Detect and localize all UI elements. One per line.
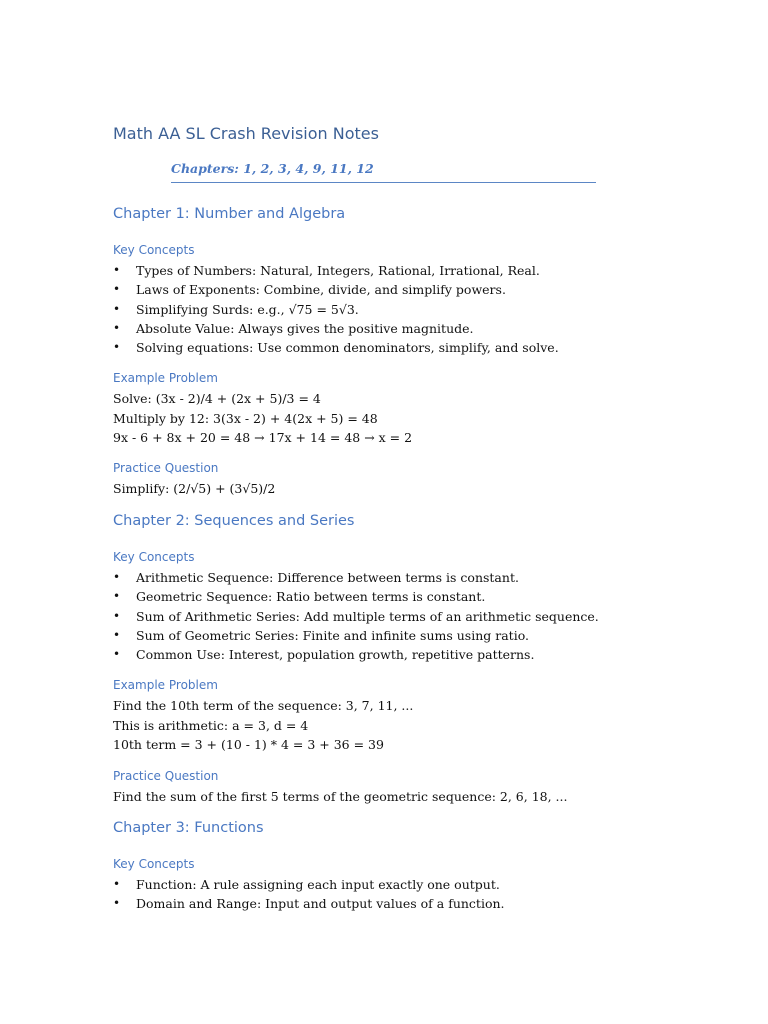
chapter-2-heading: Chapter 2: Sequences and Series <box>113 513 355 529</box>
example-line: 9x - 6 + 8x + 20 = 48 → 17x + 14 = 48 → x = 2 <box>113 430 413 445</box>
example-line: 10th term = 3 + (10 - 1) * 4 = 3 + 36 = 39 <box>113 737 384 752</box>
list-item: • Absolute Value: Always gives the positive magnitude. <box>113 320 474 336</box>
chapter-1-practice-heading: Practice Question <box>113 461 219 475</box>
chapter-3-key-concepts-list <box>113 875 505 914</box>
chapter-3-key-concepts-heading: Key Concepts <box>113 857 195 871</box>
chapter-1-example-text <box>113 389 412 448</box>
chapter-3-heading: Chapter 3: Functions <box>113 820 264 836</box>
document-title: Math AA SL Crash Revision Notes <box>113 124 379 143</box>
example-line: Solve: (3x - 2)/4 + (2x + 5)/3 = 4 <box>113 391 321 406</box>
chapter-2-practice-heading: Practice Question <box>113 769 219 783</box>
bullet-icon: • <box>113 263 121 277</box>
bullet-icon: • <box>113 589 121 604</box>
list-item: • Simplifying Surds: e.g., √75 = 5√3. <box>113 301 359 317</box>
chapter-2-example-heading: Example Problem <box>113 678 218 692</box>
bullet-icon: • <box>113 647 121 661</box>
bullet-icon: • <box>113 627 121 642</box>
list-item: • Domain and Range: Input and output values of a function. <box>113 896 505 912</box>
bullet-icon: • <box>113 570 121 584</box>
list-item: • Types of Numbers: Natural, Integers, Rational, Irrational, Real. <box>113 263 540 278</box>
example-line: Find the 10th term of the sequence: 3, 7, 11, ... <box>113 698 414 713</box>
subtitle-block <box>171 161 596 183</box>
bullet-icon: • <box>113 877 121 891</box>
bullet-icon: • <box>113 301 121 316</box>
example-line: This is arithmetic: a = 3, d = 4 <box>113 717 309 733</box>
list-item: • Solving equations: Use common denominators, simplify, and solve. <box>113 340 559 355</box>
list-item: • Common Use: Interest, population growth, repetitive patterns. <box>113 647 535 662</box>
chapter-1-practice-text <box>113 479 275 499</box>
practice-line: Simplify: (2/√5) + (3√5)/2 <box>113 481 276 496</box>
chapter-2-example-text <box>113 696 413 755</box>
list-item: • Arithmetic Sequence: Difference between terms is constant. <box>113 570 519 585</box>
example-line: Multiply by 12: 3(3x - 2) + 4(2x + 5) = 48 <box>113 410 378 426</box>
bullet-icon: • <box>113 896 121 911</box>
chapter-2-practice-text <box>113 787 567 807</box>
chapter-1-heading: Chapter 1: Number and Algebra <box>113 206 346 222</box>
chapter-1-example-heading: Example Problem <box>113 371 218 385</box>
practice-line: Find the sum of the first 5 terms of the geometric sequence: 2, 6, 18, ... <box>113 789 568 804</box>
list-item: • Function: A rule assigning each input exactly one output. <box>113 877 500 892</box>
bullet-icon: • <box>113 340 121 354</box>
bullet-icon: • <box>113 282 121 297</box>
chapter-1-key-concepts-heading: Key Concepts <box>113 243 195 257</box>
list-item: • Laws of Exponents: Combine, divide, and simplify powers. <box>113 282 506 298</box>
chapter-2-key-concepts-heading: Key Concepts <box>113 550 195 564</box>
bullet-icon: • <box>113 320 121 335</box>
list-item: • Sum of Arithmetic Series: Add multiple terms of an arithmetic sequence. <box>113 608 599 624</box>
list-item: • Sum of Geometric Series: Finite and infinite sums using ratio. <box>113 627 529 643</box>
chapter-2-key-concepts-list <box>113 568 599 664</box>
chapter-1-key-concepts-list <box>113 261 559 357</box>
bullet-icon: • <box>113 608 121 623</box>
list-item: • Geometric Sequence: Ratio between terms is constant. <box>113 589 486 605</box>
document-subtitle: Chapters: 1, 2, 3, 4, 9, 11, 12 <box>171 161 374 176</box>
